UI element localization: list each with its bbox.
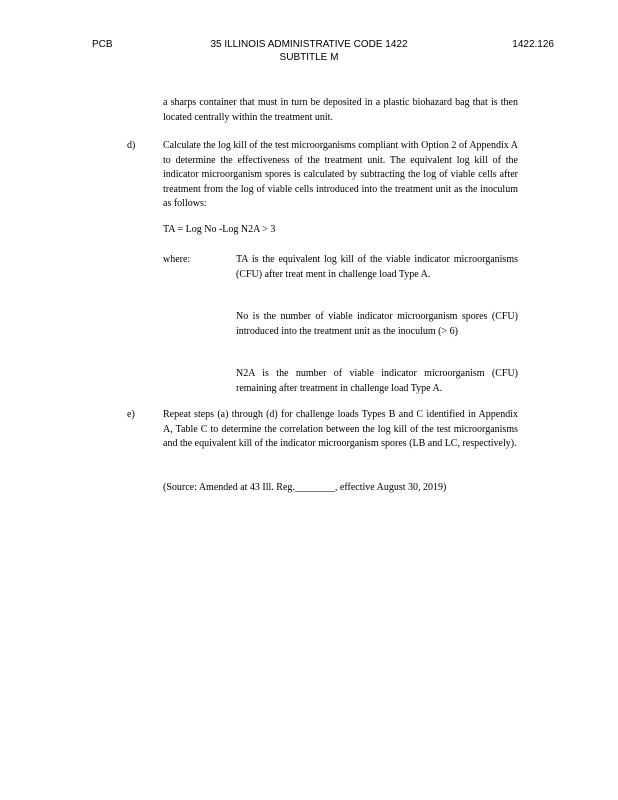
definition-no: No is the number of viable indicator microorganism spores (CFU) introduced into the treatment unit as the inoculum (> 6)	[236, 311, 518, 337]
header-title	[180, 38, 438, 64]
item-e-text: Repeat steps (a) through (d) for challenge loads Types B and C identified in Appendix A, Table C to determine the correlation between the log kill of the test microorganisms and the equivalent kill of the indicator microorganism spores (LB and LC, respectively).	[163, 409, 518, 449]
item-d-label: d)	[127, 140, 136, 151]
continuation-paragraph: a sharps container that must in turn be deposited in a plastic biohazard bag that is then located centrally within the treatment unit.	[163, 97, 518, 123]
definition-n2a: N2A is the number of viable indicator microorganism (CFU) remaining after treatment in challenge load Type A.	[236, 368, 518, 394]
definition-ta: TA is the equivalent log kill of the viable indicator microorganisms (CFU) after treat ment in challenge load Type A.	[236, 254, 518, 280]
log-kill-formula: TA = Log No -Log N2A > 3	[163, 224, 276, 235]
header-agency: PCB	[92, 39, 113, 50]
header-section-number: 1422.126	[512, 39, 554, 50]
source-note: (Source: Amended at 43 Ill. Reg.________, effective August 30, 2019)	[163, 482, 447, 493]
where-label: where:	[163, 254, 191, 265]
item-e-label: e)	[127, 409, 135, 420]
item-d-text: Calculate the log kill of the test microorganisms compliant with Option 2 of Appendix A to determine the effectiveness of the treatment unit. The equivalent log kill of the indicator microorganism spores is calculated by subtracting the log of viable cells after treatment from the log of viable cells introduced into the treatment unit as the inoculum as follows:	[163, 140, 518, 209]
header-subtitle: SUBTITLE M	[279, 52, 339, 63]
header-code-title: 35 ILLINOIS ADMINISTRATIVE CODE 1422	[210, 39, 408, 50]
